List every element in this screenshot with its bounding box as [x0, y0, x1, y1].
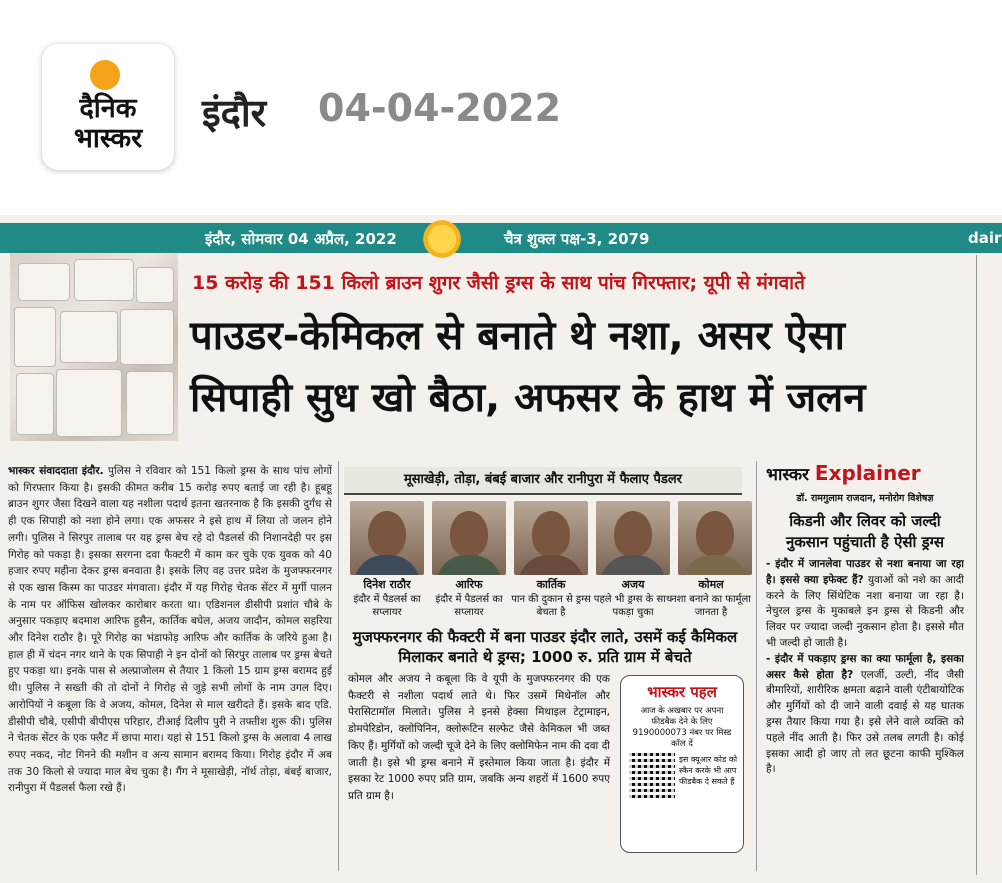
drug-packet [14, 307, 56, 367]
explainer-question: - इंदौर में पकड़ाए ड्रग्स का क्या फार्मूला है, इसका असर कैसे होता है? [766, 652, 964, 681]
accused-photo [514, 501, 588, 575]
drug-packet [16, 373, 54, 435]
qr-text: इस क्यूआर कोड को स्कैन करके भी आप फीडबैक दे सकते हैं [679, 755, 738, 786]
drug-packet [56, 369, 122, 437]
accused-desc: नशा बनाने का फार्मूला जानता है [671, 594, 751, 618]
band-edge-text: dair [968, 229, 1002, 247]
drug-packet [126, 371, 174, 435]
explainer-box [766, 461, 964, 881]
column-divider [338, 461, 339, 871]
article-place: इंदौर. [81, 465, 104, 477]
sun-emblem-icon [420, 217, 464, 261]
drug-packet [74, 259, 134, 301]
peddlers-title: मूसाखेड़ी, तोड़ा, बंबई बाजार और रानीपुरा में फैलाए पैडलर [344, 467, 742, 495]
accused-photo [678, 501, 752, 575]
peddlers-body: कोमल और अजय ने कबूला कि वे यूपी के मुजफ्फरनगर की एक फैक्टरी से नशीला पदार्थ लाते थे। फिर उसमें मिथेनॉल और पेरासिटामॉल मिलाते। पुलिस ने इनसे हेक्सा मिथाइल टेट्रामाइन, डोमपेरिडोन, क्लोपिनिन, क्लोरूटिन सल्फेट जैसे केमिकल भी जब्त किए हैं। मुर्गियों को जल्दी चूजे देने के लिए क्लोमिफेन नाम की दवा दी जाती है। इसे भी ड्रग्स बनाने में इस्तेमाल किया जाता है। इंदौर में इसका रेट 1000 रुपए प्रति ग्राम, जबकि अन्य शहरों में 1600 रुपए प्रति ग्राम है। [348, 673, 610, 802]
explainer-answer: एलर्जी, उल्टी, नींद जैसी बीमारियों, शारीरिक क्षमता बढ़ाने वाली एंटीबायोटिक और मुर्गियों को दी जाने वाली दवाई से यह घातक ड्रग्स तैयार किया गया है। इसे लेने वाले व्यक्ति को पहले नींद आती है। फिर उसे तलब लगती है। कोई इसका आदी हो जाए तो लत छूटना काफी मुश्किल है। [766, 668, 964, 776]
explainer-answer: युवाओं को नशे का आदी करने के लिए सिंथेटिक नशा बनाया जा रहा है। नेचुरल ड्रग्स के मुकाबले इन ड्रग्स से किडनी और लिवर पर ज्यादा जल्दी नुकसान होता है। इससे मौत भी जल्दी हो जाती है। [766, 573, 964, 649]
article-subheadline: 15 करोड़ की 151 किलो ब्राउन शुगर जैसी ड्रग्स के साथ पांच गिरफ्तार; यूपी से मंगवाते [192, 272, 805, 294]
newspaper-clipping [0, 215, 1002, 883]
explainer-body [766, 557, 964, 877]
dainik-bhaskar-logo[interactable] [42, 44, 174, 170]
explainer-header [766, 461, 921, 485]
article-headline-line1: पाउडर-केमिकल से बनाते थे नशा, असर ऐसा [190, 313, 845, 359]
accused-name: कोमल [698, 578, 724, 591]
peddlers-subhead: मुजफ्फरनगर की फैक्टरी में बना पाउडर इंदौर लाते, उसमें कई कैमिकल मिलाकर बनाते थे ड्रग्स; 1000 रु. प्रति ग्राम में बेचते [352, 628, 738, 666]
drug-packet [120, 309, 174, 365]
band-date: इंदौर, सोमवार 04 अप्रैल, 2022 [205, 230, 397, 248]
accused-desc: पहले भी ड्रग्स के साथ पकड़ा चुका [593, 594, 673, 618]
accused-photo [350, 501, 424, 575]
accused-photo [596, 501, 670, 575]
accused-desc: पान की दुकान से ड्रग्स बेचता है [511, 594, 591, 618]
accused-name: दिनेश राठौर [363, 578, 411, 591]
article-body-text: पुलिस ने रविवार को 151 किलो ड्रग्स के साथ पांच लोगों को गिरफ्तार किया है। इसकी कीमत करीब 15 करोड़ रुपए बताई जा रही है। हूबहू ब्राउन शुगर जैसा दिखने वाला यह नशीला पदार्थ इतना खतरनाक है कि इसकी दुर्गंध से ही एक सिपाही को नशा होने लगा। एक अफसर ने इसे हाथ में लिया तो जलन होने लगी। पुलिस ने सिरपुर तालाब पर यह ड्रग्स बेच रहे दो पैडलर्स की निशानदेही पर इस गिरोह को पकड़ा है। इसका सरगना दवा फैक्टरी में काम कर चुके एक युवक को 40 हजार रुपए महीना देकर ड्रग्स बनवाता है। इसके लिए वह उत्तर प्रदेश के मुजफ्फरनगर से एक खास किस्म का पाउडर मंगवाता। इंदौर में यह गिरोह चेतक सेंटर में मुर्गी पालन के नाम पर ऑफिस खोलकर कारोबार करता था। एडिशनल डीसीपी प्रशांत चौबे के अनुसार पकड़ाए बदमाश आरिफ हुसैन, कार्तिक बघेल, अजय जादौन, कोमल सहरिया और दिनेश राठौर है। पूरे गिरोह का भंडाफोड़ आरिफ और कार्तिक के जरिये हुआ है। हाल ही में चंदन नगर थाने के एक सिपाही ने इन दोनों को सिरपुर तालाब पर ड्रग्स बेचते हुए पकड़ा था। इनके पास से अल्प्राजोलम से तैयार 1 किलो 15 ग्राम ड्रग्स बरामद हुई थी। पुलिस ने सख्ती की तो दोनों ने गिरोह से जुड़े सभी लोगों के नाम उगल दिए। आरोपियों ने कबूला कि वे अजय, कोमल, दिनेश से माल खरीदते हैं। इसके बाद एडि. डीसीपी चौबे, एसीपी बीपीएस परिहार, टीआई दिलीप पुरी ने तफ्तीश शुरू की। पुलिस ने चेतक सेंटर के एक फ्लैट में छापा मारा। यहां से 151 किलो ड्रग्स के अलावा 4 लाख रुपए नकद, नोट गिनने की मशीन व अन्य सामान बरामद किया। गिरोह इंदौर में अब तक 30 किलो से ज्यादा माल बेच चुका है। गैंग ने मूसाखेड़ी, नॉर्थ तोड़ा, बंबई बाजार, रानीपुरा में पैडलर्स फैला रखे हैं। [8, 465, 332, 795]
article-body [8, 463, 332, 875]
explainer-label: Explainer [814, 461, 921, 485]
app-header [0, 0, 1002, 215]
column-divider [756, 461, 757, 871]
pahal-title: भास्कर पहल [647, 683, 717, 701]
accused-photo [432, 501, 506, 575]
drug-packet [136, 267, 174, 303]
accused-name: आरिफ [455, 578, 483, 591]
adjacent-column-edge [976, 255, 1002, 875]
accused-name: अजय [621, 578, 645, 591]
seized-drugs-photo [10, 253, 178, 441]
explainer-author: डॉ. रामगुलाम राजदान, मनोरोग विशेषज्ञ [796, 493, 934, 504]
edition-city: इंदौर [202, 91, 267, 135]
logo-line2: भास्कर [73, 123, 143, 154]
accused-desc: इंदौर में पैडलर्स का सप्लायर [435, 594, 503, 618]
accused-desc: इंदौर में पैडलर्स का सप्लायर [353, 594, 421, 618]
edition-date: 04-04-2022 [318, 86, 562, 130]
explainer-title: किडनी और लिवर को जल्दी नुकसान पहुंचाती है ऐसी ड्रग्स [785, 512, 945, 551]
explainer-brand: भास्कर [766, 465, 809, 485]
article-headline-line2: सिपाही सुध खो बैठा, अफसर के हाथ में जलन [190, 375, 866, 421]
pahal-text: आज के अखबार पर अपना फीडबैक देने के लिए 9190000073 नंबर पर मिस्ड कॉल दें [632, 706, 732, 749]
drug-packet [60, 311, 118, 363]
explainer-question: - इंदौर में जानलेवा पाउडर से नशा बनाया जा रहा है। इससे क्या इफेक्ट हैं? [766, 558, 964, 586]
accused-name: कार्तिक [536, 578, 566, 591]
sun-icon [90, 60, 120, 90]
masthead-band [0, 223, 1002, 253]
article-byline: भास्कर संवाददाता [8, 465, 78, 477]
drug-packet [18, 263, 70, 301]
bhaskar-pahal-box [620, 675, 744, 853]
logo-line1: दैनिक [79, 93, 137, 124]
band-hindu-date: चैत्र शुक्ल पक्ष-3, 2079 [504, 230, 650, 248]
